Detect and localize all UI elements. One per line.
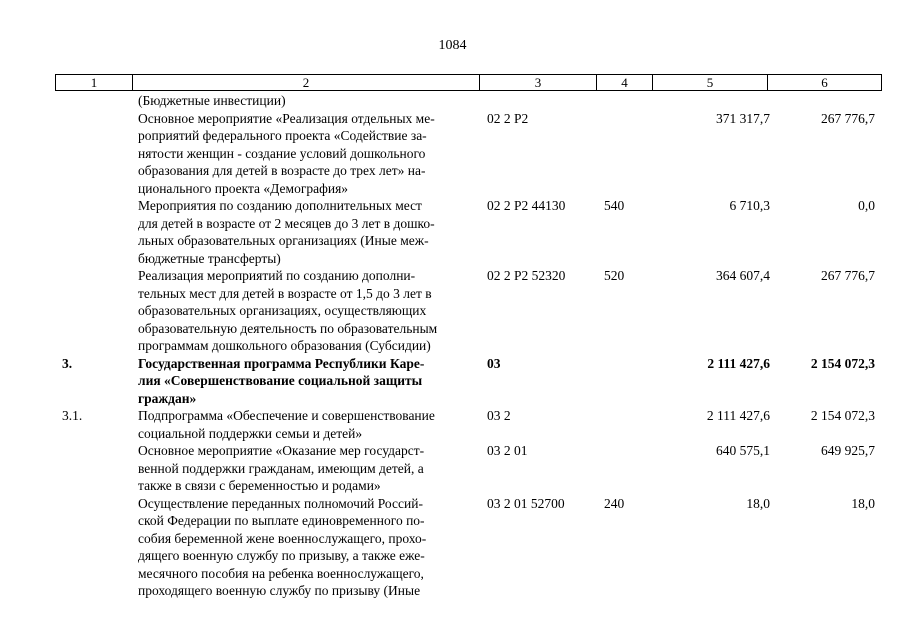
description-line: программам дошкольного образования (Субсидии) <box>138 338 431 353</box>
column-header-1: 1 <box>56 75 133 91</box>
column-header-2: 2 <box>133 75 480 91</box>
description-line: Государственная программа Республики Каре- <box>138 355 425 371</box>
description-line: (Бюджетные инвестиции) <box>138 93 286 108</box>
row-number: 3. <box>62 355 73 371</box>
row-amount-2: 267 776,7 <box>821 110 875 126</box>
row-description <box>138 407 478 442</box>
table-row <box>0 92 905 110</box>
description-line: ционального проекта «Демография» <box>138 180 349 196</box>
row-amount-2: 18,0 <box>851 495 875 511</box>
description-line: дящего военную службу по призыву, а также еже- <box>138 548 425 563</box>
description-line: собия беременной жене военнослужащего, прохо- <box>138 530 427 546</box>
description-line: лия «Совершенствование социальной защиты <box>138 373 423 388</box>
row-code: 03 2 <box>487 408 511 423</box>
row-code: 02 2 P2 52320 <box>487 268 566 283</box>
table-row <box>0 442 905 495</box>
description-line: социальной поддержки семьи и детей» <box>138 425 363 441</box>
column-header-4: 4 <box>597 75 653 91</box>
row-code: 02 2 P2 <box>487 110 529 126</box>
row-description <box>138 442 478 495</box>
description-line: Реализация мероприятий по созданию дополни- <box>138 268 416 283</box>
description-line: тельных мест для детей в возрасте от 1,5 до 3 лет в <box>138 285 432 301</box>
description-line: венной поддержки гражданам, имеющим детей, а <box>138 460 424 476</box>
row-code: 03 2 01 <box>487 443 528 458</box>
description-line: Подпрограмма «Обеспечение и совершенствование <box>138 408 435 423</box>
description-line: Осуществление переданных полномочий Россий- <box>138 495 423 511</box>
description-line: образовательную деятельность по образовательным <box>138 320 438 336</box>
row-amount-2: 649 925,7 <box>821 443 875 458</box>
table-row <box>0 407 905 442</box>
row-amount-2: 267 776,7 <box>821 268 875 283</box>
row-amount-2: 0,0 <box>858 198 875 213</box>
row-amount-1: 2 111 427,6 <box>706 408 770 423</box>
row-description <box>138 197 478 267</box>
column-header-row <box>56 75 882 91</box>
row-amount-1: 371 317,7 <box>716 110 770 126</box>
column-header-3: 3 <box>480 75 597 91</box>
row-amount-1: 364 607,4 <box>716 268 770 283</box>
description-line: Основное мероприятие «Реализация отдельных ме- <box>138 110 435 126</box>
table-row <box>0 110 905 198</box>
row-expense-type: 240 <box>604 495 625 511</box>
description-line: образования для детей в возрасте до трех лет» на- <box>138 163 426 178</box>
column-header-table <box>55 74 882 91</box>
row-description <box>138 92 478 110</box>
row-amount-1: 18,0 <box>746 495 770 511</box>
table-row <box>0 267 905 355</box>
description-line: образовательных организациях, осуществляющих <box>138 303 427 318</box>
description-line: нятости женщин - создание условий дошкольного <box>138 145 426 161</box>
description-line: для детей в возрасте от 2 месяцев до 3 лет в дошко- <box>138 215 435 231</box>
description-line: проходящего военную службу по призыву (Иные <box>138 583 421 598</box>
description-line: Основное мероприятие «Оказание мер государст- <box>138 443 425 458</box>
row-amount-1: 640 575,1 <box>716 443 770 458</box>
row-amount-1: 2 111 427,6 <box>707 355 770 371</box>
description-line: граждан» <box>138 390 197 406</box>
row-amount-2: 2 154 072,3 <box>810 408 875 423</box>
row-description <box>138 495 478 600</box>
column-header-6: 6 <box>768 75 882 91</box>
description-line: роприятий федерального проекта «Содействие за- <box>138 128 427 143</box>
row-amount-2: 2 154 072,3 <box>810 355 875 371</box>
description-line: также в связи с беременностью и родами» <box>138 478 381 493</box>
description-line: Мероприятия по созданию дополнительных мест <box>138 198 422 213</box>
table-row <box>0 355 905 408</box>
row-code: 03 2 01 52700 <box>487 495 565 511</box>
table-body <box>0 92 905 600</box>
row-description <box>138 355 478 408</box>
page-number: 1084 <box>438 38 467 53</box>
row-description <box>138 267 478 355</box>
column-header-5: 5 <box>653 75 768 91</box>
row-number: 3.1. <box>62 408 83 423</box>
description-line: льных образовательных организациях (Иные меж- <box>138 233 429 248</box>
row-amount-1: 6 710,3 <box>729 198 770 213</box>
description-line: ской Федерации по выплате единовременного по- <box>138 513 425 528</box>
row-code: 02 2 P2 44130 <box>487 198 566 213</box>
description-line: месячного пособия на ребенка военнослужащего, <box>138 565 424 581</box>
table-row <box>0 495 905 600</box>
row-description <box>138 110 478 198</box>
description-line: бюджетные трансферты) <box>138 250 281 266</box>
row-code: 03 <box>487 355 501 371</box>
row-expense-type: 540 <box>604 198 625 213</box>
row-expense-type: 520 <box>604 268 625 283</box>
table-row <box>0 197 905 267</box>
